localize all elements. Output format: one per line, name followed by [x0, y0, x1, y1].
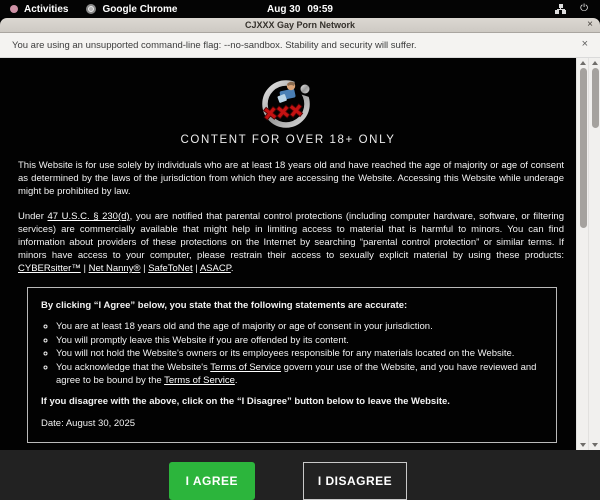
page-scrollbar[interactable]: [576, 58, 588, 450]
disagree-instruction: If you disagree with the above, click on the “I Disagree” button below to leave the Website.: [41, 395, 450, 407]
clock-date: Aug 30: [267, 3, 301, 15]
safetonet-link[interactable]: SafeToNet: [148, 263, 193, 274]
legal-paragraph-parental: Under 47 U.S.C. § 230(d), you are notified that parental control protections (including computer hardware, software, or filtering services) are commercially available that might help in limiting access to material that is harmful to minors. You can find information about providers of these protections on the Internet by searching “parental control protection” or similar terms. If minors have access to your computer, please restrain their access to sexually explicit material by using these products: CYBERsitter™ | Net Nanny® | SafeToNet | ASACP.: [18, 211, 564, 274]
scroll-down-icon[interactable]: [580, 443, 586, 447]
consent-button-row: [0, 462, 576, 500]
agreement-statement: ◦ You acknowledge that the Website's Terms of Service govern your use of the Website, and you have reviewed and agree to be bound by the Terms of Service.: [56, 361, 543, 387]
clock-time: 09:59: [307, 3, 333, 15]
agreement-box: [27, 287, 557, 443]
terms-of-service-link[interactable]: Terms of Service: [164, 374, 235, 386]
agreement-statement: ◦ You are at least 18 years old and the age of majority or age of consent in your jurisdiction.: [56, 320, 543, 333]
webpage-content: [0, 58, 576, 488]
system-status-area[interactable]: [555, 4, 600, 14]
agreement-statement: ◦ You will not hold the Website's owners or its employees responsible for any materials located on the Website.: [56, 347, 543, 360]
window-titlebar[interactable]: [0, 18, 600, 33]
window-close-button[interactable]: ×: [587, 19, 593, 30]
activities-label: Activities: [24, 3, 69, 15]
paragraph2-body: , you are notified that parental control protections (including computer hardware, software, or filtering services) are commercially available that might help in limiting access to material that is harmful to minors. You can find information about providers of these protections on the Internet by searching “parental control protection” or similar terms. If minors have access to your computer, please restrain their access to sexually explicit material by using these products:: [18, 211, 564, 261]
page-title: CONTENT FOR OVER 18+ ONLY: [180, 134, 396, 146]
gnome-top-bar: [0, 0, 600, 18]
cjxxx-site-logo: [260, 76, 316, 130]
i-disagree-button[interactable]: I DISAGREE: [303, 462, 407, 500]
agreement-intro: By clicking “I Agree” below, you state that the following statements are accurate:: [41, 300, 408, 311]
network-icon: [555, 4, 566, 14]
infobar-close-button[interactable]: ×: [581, 38, 588, 50]
agreement-date: Date: August 30, 2025: [41, 417, 136, 429]
netnanny-link[interactable]: Net Nanny®: [88, 263, 141, 274]
scroll-up-icon[interactable]: [592, 61, 598, 65]
active-app-label: Google Chrome: [102, 3, 178, 15]
window-scrollbar-thumb[interactable]: [592, 68, 599, 128]
agreement-statements-list: [41, 320, 543, 387]
window-scrollbar[interactable]: [588, 58, 600, 450]
usc-230d-link[interactable]: 47 U.S.C. § 230(d): [47, 211, 130, 222]
scroll-up-icon[interactable]: [580, 61, 586, 65]
window-title: CJXXX Gay Porn Network: [244, 20, 356, 30]
chrome-infobar: [0, 33, 600, 58]
clock[interactable]: [267, 4, 333, 15]
active-app-menu[interactable]: [86, 4, 177, 15]
activities-button[interactable]: [10, 4, 68, 15]
i-agree-button[interactable]: I AGREE: [169, 462, 255, 500]
activities-indicator-icon: [10, 5, 18, 13]
asacp-link[interactable]: ASACP: [199, 263, 231, 274]
paragraph1-text: This Website is for use solely by individuals who are at least 18 years old and have reached the age of majority or age of consent as determined by the laws of the jurisdiction from which they are accessing the Website. Accessing this Website while underage might be prohibited by law.: [18, 160, 564, 197]
page-scrollbar-thumb[interactable]: [580, 68, 587, 228]
cybersitter-link[interactable]: CYBERsitter™: [18, 263, 81, 274]
infobar-message: You are using an unsupported command-line flag: --no-sandbox. Stability and security will suffer.: [12, 39, 417, 51]
agreement-statement: ◦ You will promptly leave this Website if you are offended by its content.: [56, 334, 543, 347]
power-icon: ⏻: [580, 3, 588, 14]
chrome-app-icon: [86, 4, 96, 14]
paragraph2-prefix: Under: [18, 211, 48, 222]
scroll-down-icon[interactable]: [592, 443, 598, 447]
terms-of-service-link[interactable]: Terms of Service: [210, 361, 282, 373]
svg-text:✖✖✖: ✖✖✖: [261, 100, 303, 126]
legal-paragraph-age: [18, 159, 564, 198]
